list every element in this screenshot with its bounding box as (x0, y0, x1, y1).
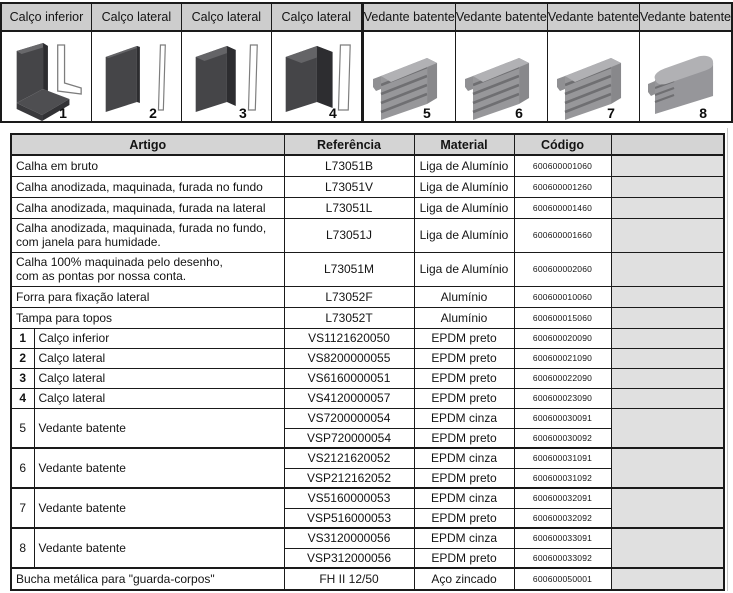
item-number-cell: 6 (11, 448, 34, 488)
referencia-cell: L73052F (284, 286, 414, 307)
table-row (11, 286, 724, 307)
empty-cell (611, 408, 724, 448)
table-row (11, 348, 724, 368)
product-number-5: 5 (423, 105, 431, 121)
codigo-cell: 600600001060 (514, 155, 611, 176)
artigo-cell: Forra para fixação lateral (11, 286, 284, 307)
referencia-cell: L73051V (284, 176, 414, 197)
material-cell: EPDM preto (414, 548, 514, 568)
plate-thin-image (92, 32, 181, 121)
table-row (11, 176, 724, 197)
referencia-cell: VSP312000056 (284, 548, 414, 568)
product-label-2: Calço lateral (92, 4, 182, 32)
table-row (11, 528, 724, 548)
artigo-line: com as pontas por nossa conta. (16, 269, 187, 283)
gasket-ribbed-image (364, 32, 455, 121)
artigo-cell: Vedante batente (34, 408, 284, 448)
header-codigo: Código (514, 134, 611, 155)
referencia-cell: VS5160000053 (284, 488, 414, 508)
codigo-cell: 600600001660 (514, 218, 611, 252)
referencia-cell: L73051B (284, 155, 414, 176)
item-number-cell: 1 (11, 328, 34, 348)
empty-cell (611, 286, 724, 307)
table-row (11, 568, 724, 590)
material-cell: Liga de Alumínio (414, 197, 514, 218)
page-frame-line (727, 128, 728, 591)
material-cell: EPDM preto (414, 428, 514, 448)
codigo-cell: 600600032092 (514, 508, 611, 528)
header-empty (611, 134, 724, 155)
product-strip (0, 2, 733, 123)
table-row (11, 368, 724, 388)
artigo-cell: Calço lateral (34, 348, 284, 368)
empty-cell (611, 348, 724, 368)
table-row (11, 307, 724, 328)
item-number-cell: 3 (11, 368, 34, 388)
product-number-6: 6 (515, 105, 523, 121)
referencia-cell: VSP212162052 (284, 468, 414, 488)
material-cell: EPDM preto (414, 348, 514, 368)
codigo-cell: 600600030091 (514, 408, 611, 428)
product-label-5: Vedante batente (362, 4, 456, 32)
codigo-cell: 600600015060 (514, 307, 611, 328)
artigo-cell (11, 218, 284, 252)
empty-cell (611, 488, 724, 528)
product-image-cell-5 (362, 32, 456, 121)
product-image-cell-1 (2, 32, 92, 121)
codigo-cell: 600600030092 (514, 428, 611, 448)
plate-medium-image (182, 32, 271, 121)
angle-block-image (2, 32, 91, 121)
item-number-cell: 5 (11, 408, 34, 448)
artigo-cell (11, 252, 284, 286)
artigo-line: Calha anodizada, maquinada, furada no fundo, (16, 221, 267, 235)
table-row (11, 488, 724, 508)
product-image-cell-2 (92, 32, 182, 121)
referencia-cell: L73051M (284, 252, 414, 286)
codigo-cell: 600600001260 (514, 176, 611, 197)
table-row (11, 448, 724, 468)
codigo-cell: 600600010060 (514, 286, 611, 307)
material-cell: Liga de Alumínio (414, 176, 514, 197)
empty-cell (611, 307, 724, 328)
codigo-cell: 600600033092 (514, 548, 611, 568)
product-label-7: Vedante batente (548, 4, 640, 32)
referencia-cell: L73051J (284, 218, 414, 252)
artigo-cell: Vedante batente (34, 488, 284, 528)
material-cell: EPDM preto (414, 468, 514, 488)
codigo-cell: 600600032091 (514, 488, 611, 508)
table-row (11, 408, 724, 428)
codigo-cell: 600600021090 (514, 348, 611, 368)
artigo-cell: Calha anodizada, maquinada, furada no fundo (11, 176, 284, 197)
referencia-cell: L73052T (284, 307, 414, 328)
table-row (11, 218, 724, 252)
material-cell: EPDM cinza (414, 488, 514, 508)
empty-cell (611, 388, 724, 408)
artigo-cell: Calço lateral (34, 388, 284, 408)
material-cell: Liga de Alumínio (414, 218, 514, 252)
empty-cell (611, 197, 724, 218)
gasket-ribbed-image (548, 32, 639, 121)
header-material: Material (414, 134, 514, 155)
product-image-cell-8 (640, 32, 731, 121)
codigo-cell: 600600001460 (514, 197, 611, 218)
table-row (11, 155, 724, 176)
product-image-cell-6 (456, 32, 548, 121)
artigo-line: com janela para humidade. (16, 235, 161, 249)
referencia-cell: L73051L (284, 197, 414, 218)
codigo-cell: 600600022090 (514, 368, 611, 388)
empty-cell (611, 155, 724, 176)
material-cell: EPDM cinza (414, 528, 514, 548)
referencia-cell: VS2121620052 (284, 448, 414, 468)
codigo-cell: 600600020090 (514, 328, 611, 348)
referencia-cell: VS8200000055 (284, 348, 414, 368)
referencia-cell: VS7200000054 (284, 408, 414, 428)
material-cell: EPDM preto (414, 368, 514, 388)
product-label-8: Vedante batente (640, 4, 731, 32)
item-number-cell: 4 (11, 388, 34, 408)
material-cell: EPDM cinza (414, 408, 514, 428)
artigo-cell: Calha em bruto (11, 155, 284, 176)
codigo-cell: 600600031092 (514, 468, 611, 488)
catalog-table (10, 133, 725, 591)
product-number-7: 7 (607, 105, 615, 121)
artigo-cell: Calha anodizada, maquinada, furada na lateral (11, 197, 284, 218)
codigo-cell: 600600031091 (514, 448, 611, 468)
empty-cell (611, 528, 724, 568)
codigo-cell: 600600033091 (514, 528, 611, 548)
empty-cell (611, 328, 724, 348)
artigo-cell: Calço inferior (34, 328, 284, 348)
material-cell: EPDM preto (414, 328, 514, 348)
table-row (11, 388, 724, 408)
referencia-cell: VSP516000053 (284, 508, 414, 528)
product-label-1: Calço inferior (2, 4, 92, 32)
product-number-2: 2 (149, 105, 157, 121)
material-cell: Alumínio (414, 286, 514, 307)
codigo-cell: 600600023090 (514, 388, 611, 408)
product-number-8: 8 (699, 105, 707, 121)
empty-cell (611, 448, 724, 488)
product-number-4: 4 (328, 105, 337, 121)
referencia-cell: VS6160000051 (284, 368, 414, 388)
material-cell: EPDM cinza (414, 448, 514, 468)
header-referencia: Referência (284, 134, 414, 155)
table-row (11, 197, 724, 218)
gasket-ribbed-image (456, 32, 547, 121)
material-cell: Liga de Alumínio (414, 252, 514, 286)
product-image-cell-7 (548, 32, 640, 121)
product-image-cell-4 (272, 32, 362, 121)
empty-cell (611, 568, 724, 590)
empty-cell (611, 176, 724, 197)
product-number-1: 1 (59, 105, 67, 121)
referencia-cell: VS4120000057 (284, 388, 414, 408)
product-label-4: Calço lateral (272, 4, 362, 32)
gasket-round-image (640, 32, 731, 121)
product-label-6: Vedante batente (456, 4, 548, 32)
product-number-3: 3 (239, 105, 247, 121)
referencia-cell: VSP720000054 (284, 428, 414, 448)
artigo-line: Calha 100% maquinada pelo desenho, (16, 255, 223, 269)
artigo-cell: Vedante batente (34, 448, 284, 488)
item-number-cell: 8 (11, 528, 34, 568)
catalog-table-head (11, 134, 724, 155)
table-row (11, 252, 724, 286)
referencia-cell: VS1121620050 (284, 328, 414, 348)
material-cell: Aço zincado (414, 568, 514, 590)
plate-thick-image (272, 32, 361, 121)
artigo-cell: Bucha metálica para "guarda-corpos" (11, 568, 284, 590)
empty-cell (611, 368, 724, 388)
empty-cell (611, 218, 724, 252)
item-number-cell: 7 (11, 488, 34, 528)
referencia-cell: FH II 12/50 (284, 568, 414, 590)
table-row (11, 328, 724, 348)
header-row (11, 134, 724, 155)
header-artigo: Artigo (11, 134, 284, 155)
artigo-cell: Calço lateral (34, 368, 284, 388)
catalog-table-body (11, 155, 724, 590)
material-cell: EPDM preto (414, 508, 514, 528)
artigo-cell: Tampa para topos (11, 307, 284, 328)
referencia-cell: VS3120000056 (284, 528, 414, 548)
item-number-cell: 2 (11, 348, 34, 368)
product-label-3: Calço lateral (182, 4, 272, 32)
material-cell: Liga de Alumínio (414, 155, 514, 176)
material-cell: EPDM preto (414, 388, 514, 408)
product-image-cell-3 (182, 32, 272, 121)
empty-cell (611, 252, 724, 286)
artigo-cell: Vedante batente (34, 528, 284, 568)
codigo-cell: 600600002060 (514, 252, 611, 286)
codigo-cell: 600600050001 (514, 568, 611, 590)
material-cell: Alumínio (414, 307, 514, 328)
